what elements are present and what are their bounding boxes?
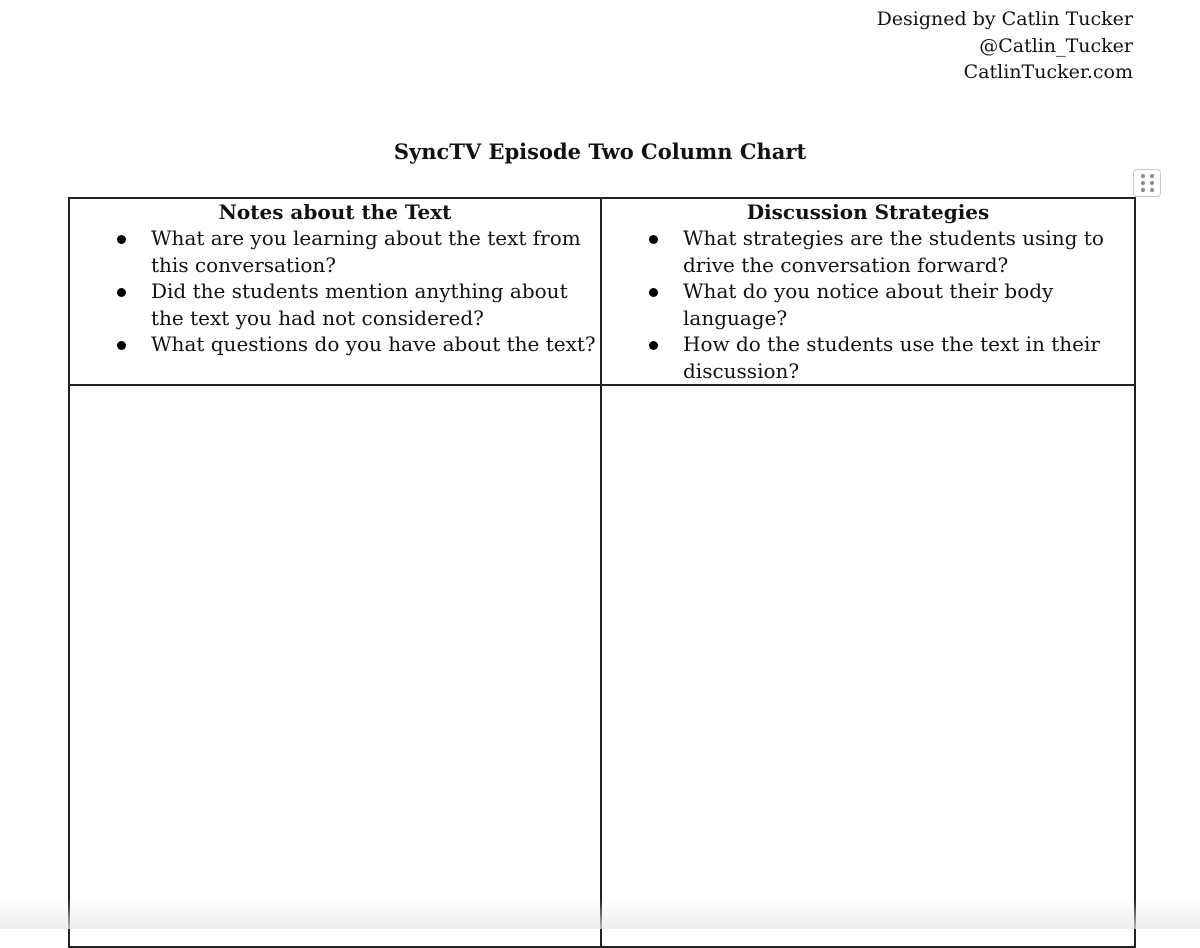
credit-line: Designed by Catlin Tucker	[876, 8, 1133, 30]
page-title: SyncTV Episode Two Column Chart	[393, 139, 807, 164]
website-link[interactable]: CatlinTucker.com	[963, 61, 1133, 83]
table-body-row	[69, 385, 1135, 947]
bullet-icon	[649, 341, 658, 350]
notes-prompt-list	[70, 225, 600, 358]
drag-handle-icon[interactable]	[1133, 169, 1161, 197]
list-item	[70, 278, 600, 331]
list-item	[602, 331, 1134, 384]
prompt-text: What strategies are the students using to drive the conversation forward?	[683, 226, 1104, 277]
bullet-icon	[117, 235, 126, 244]
prompt-text: Did the students mention anything about the text you had not considered?	[151, 279, 568, 330]
bullet-icon	[117, 341, 126, 350]
prompt-text: What are you learning about the text from this conversation?	[151, 226, 581, 277]
bullet-icon	[117, 288, 126, 297]
list-item	[70, 331, 600, 358]
twitter-handle: @Catlin_Tucker	[979, 34, 1133, 57]
prompt-text: What questions do you have about the text?	[151, 332, 596, 356]
prompt-text: What do you notice about their body language?	[683, 279, 1054, 330]
list-item	[70, 225, 600, 278]
table-header-row	[69, 198, 1135, 385]
author-credits	[877, 6, 1133, 86]
bullet-icon	[649, 288, 658, 297]
prompt-text: How do the students use the text in their discussion?	[683, 332, 1100, 383]
notes-header-cell[interactable]	[69, 198, 601, 385]
list-item	[602, 278, 1134, 331]
list-item	[602, 225, 1134, 278]
strategies-prompt-list	[602, 225, 1134, 384]
two-column-chart-table	[68, 197, 1136, 948]
strategies-header-cell[interactable]	[601, 198, 1135, 385]
strategies-column-heading: Discussion Strategies	[746, 200, 990, 224]
notes-entry-cell[interactable]	[69, 385, 601, 947]
bullet-icon	[649, 235, 658, 244]
notes-column-heading: Notes about the Text	[218, 200, 452, 224]
strategies-entry-cell[interactable]	[601, 385, 1135, 947]
